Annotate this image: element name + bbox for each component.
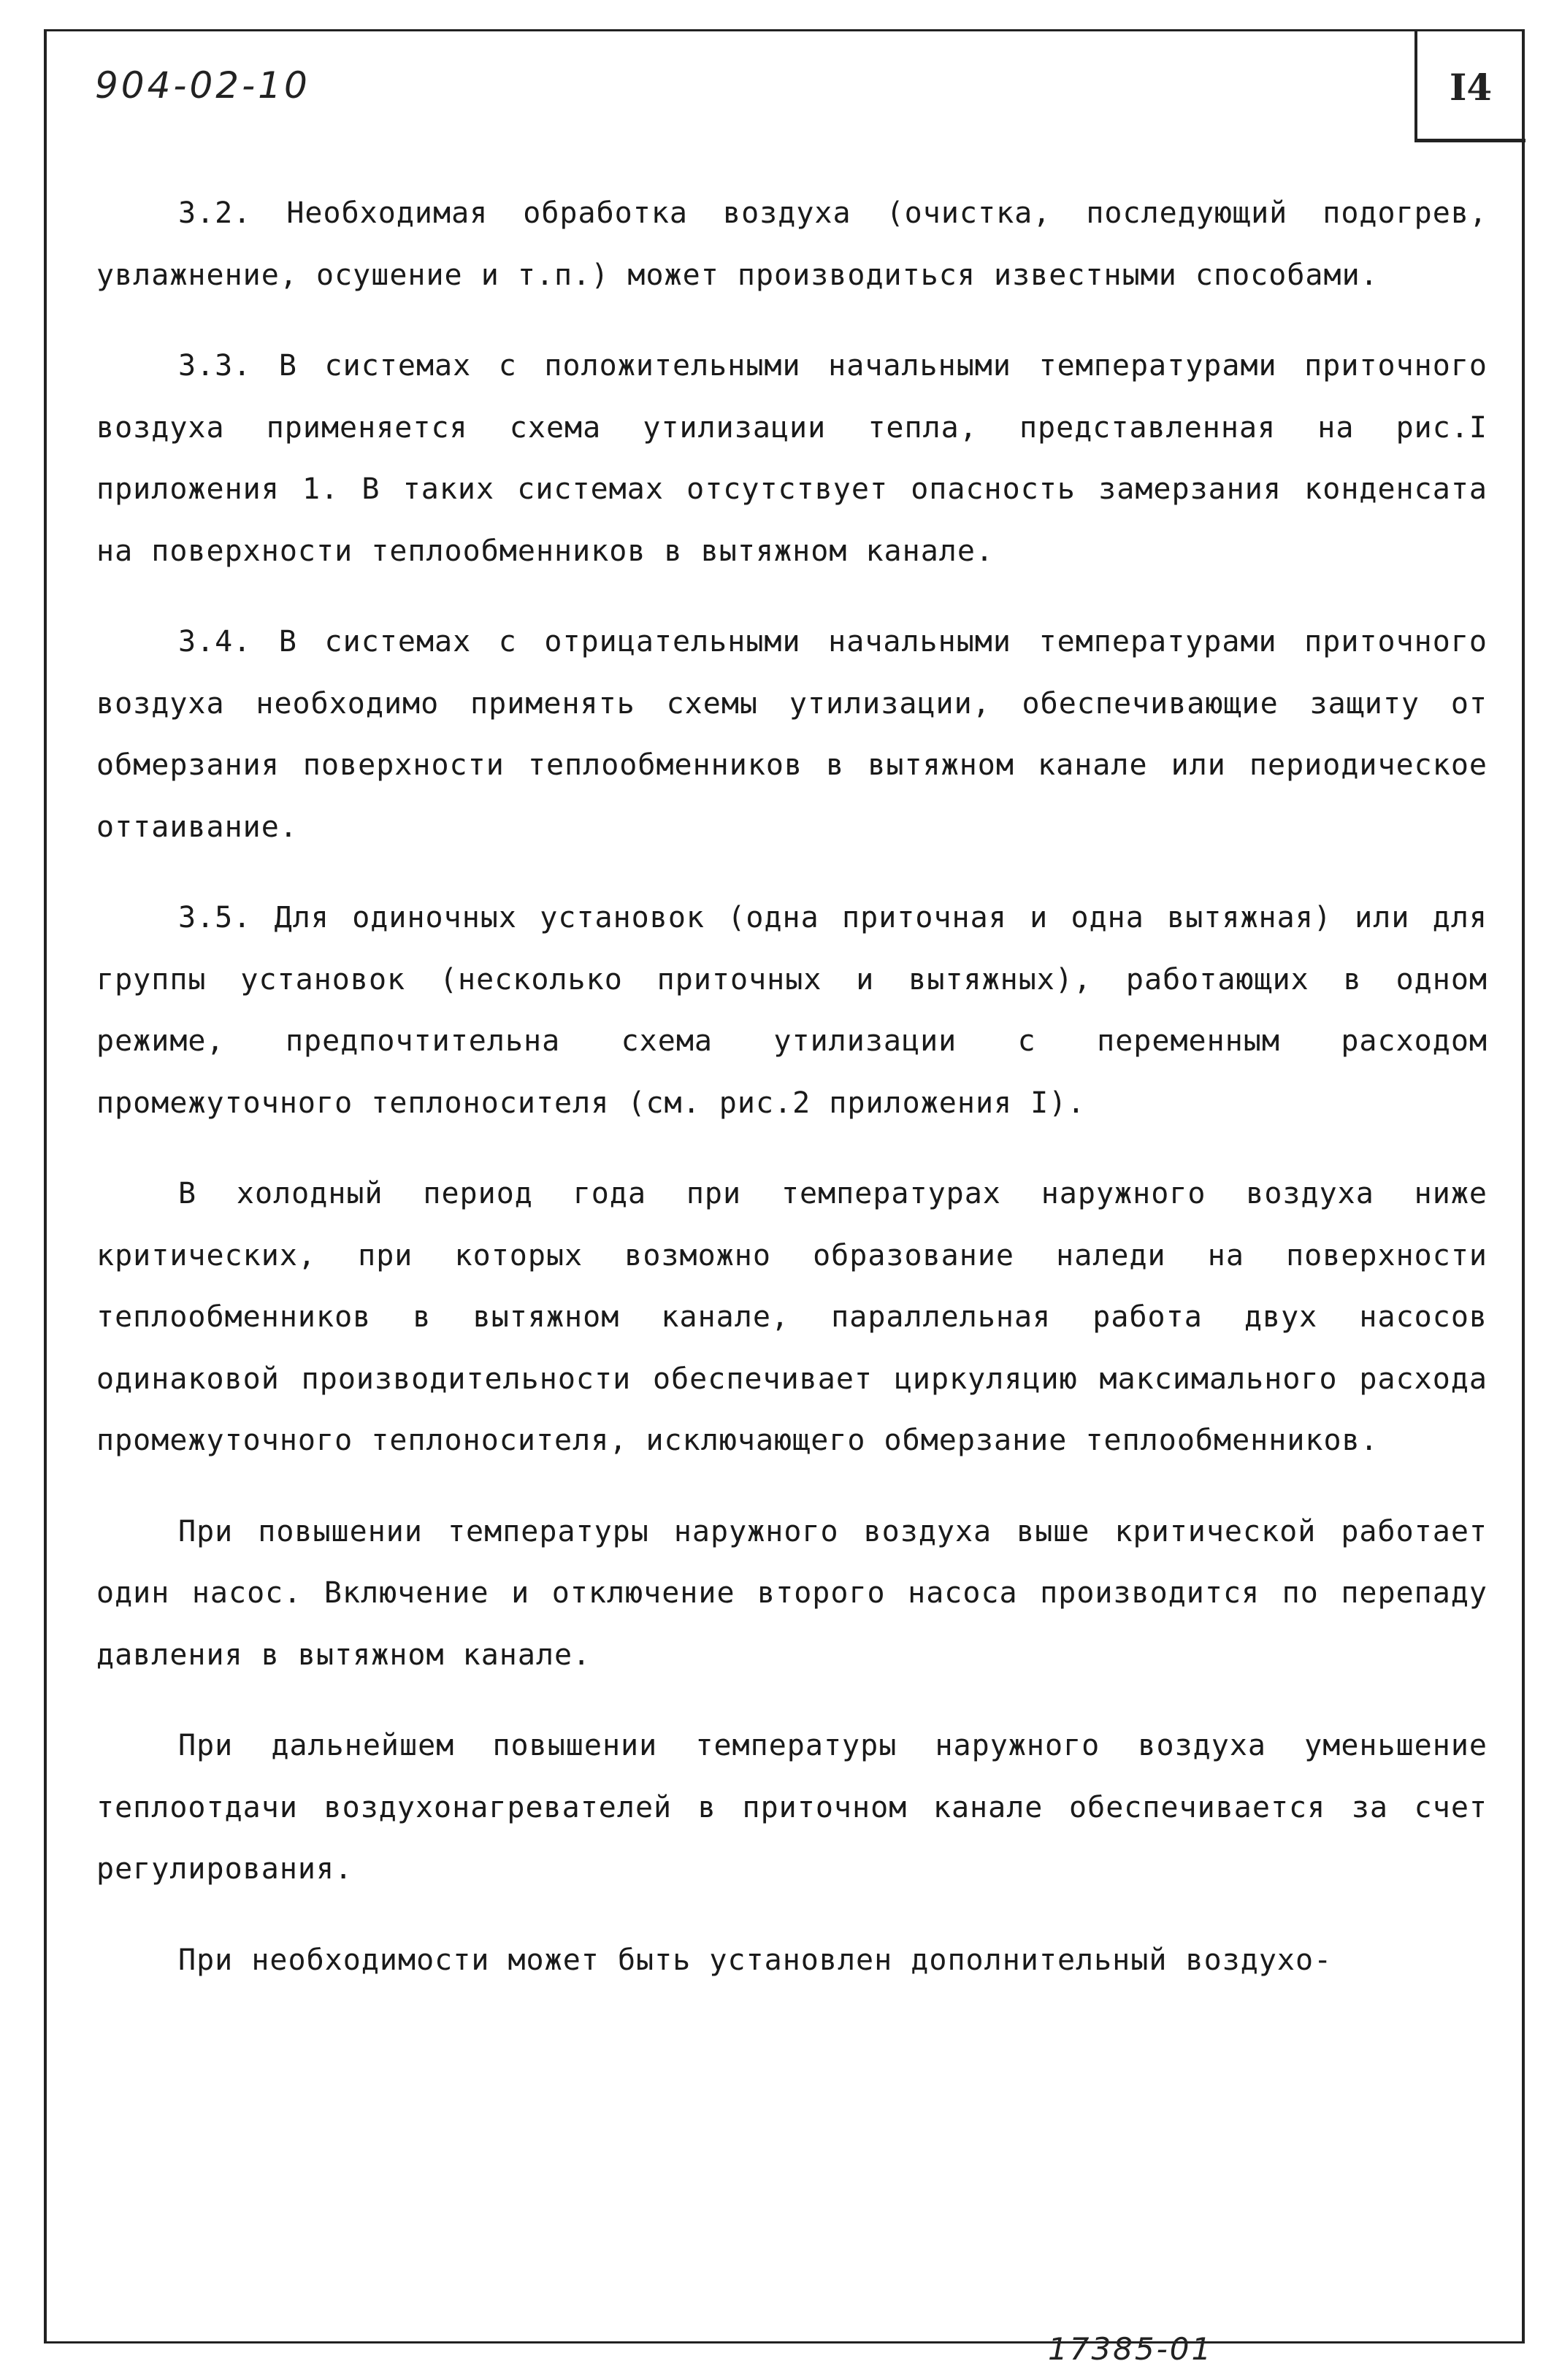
paragraph-3-4: 3.4. В системах с отрицательными начальными температурами приточного воздуха необходимо применять схемы утилизации, обеспечивающие защиту от обмерзания поверхности теплообменников в вытяжном канале или периодическое оттаивание. bbox=[96, 625, 1488, 844]
paragraph-one-pump: При повышении температуры наружного воздуха выше критической работает один насос. Включение и отключение второго насоса производится по перепаду давления в вытяжном канале. bbox=[96, 1514, 1488, 1672]
paragraph-cold-period: В холодный период года при температурах наружного воздуха ниже критических, при которых возможно образование наледи на поверхности теплообменников в вытяжном канале, параллельная работа двух насосов одинаковой производительности обеспечивает циркуляцию максимального расхода промежуточного теплоносителя, исключающего обмерзание теплообменников. bbox=[96, 1177, 1488, 1457]
paragraph-3-3: 3.3. В системах с положительными начальными температурами приточного воздуха применяется схема утилизации тепла, представленная на рис.I приложения 1. В таких системах отсутствует опасность замерзания конденсата на поверхности теплообменников в вытяжном канале. bbox=[96, 349, 1488, 568]
document-code: 904-02-10 bbox=[95, 64, 310, 107]
document-body bbox=[96, 183, 1488, 1991]
page-number: I4 bbox=[1450, 66, 1493, 109]
paragraph-3-5: 3.5. Для одиночных установок (одна приточная и одна вытяжная) или для группы установок (несколько приточных и вытяжных), работающих в одном режиме, предпочтительна схема утилизации с переменным расходом промежуточного теплоносителя (см. рис.2 приложения I). bbox=[96, 901, 1488, 1120]
paragraph-additional-heater: При необходимости может быть установлен дополнительный воздухо- bbox=[178, 1943, 1333, 1977]
paragraph-regulation: При дальнейшем повышении температуры наружного воздуха уменьшение теплоотдачи воздухонагревателей в приточном канале обеспечивается за счет регулирования. bbox=[96, 1729, 1488, 1886]
footer-code: 17385-01 bbox=[1048, 2331, 1214, 2367]
paragraph-3-2: 3.2. Необходимая обработка воздуха (очистка, последующий подогрев, увлажнение, осушение и т.п.) может производиться известными способами. bbox=[96, 196, 1488, 292]
